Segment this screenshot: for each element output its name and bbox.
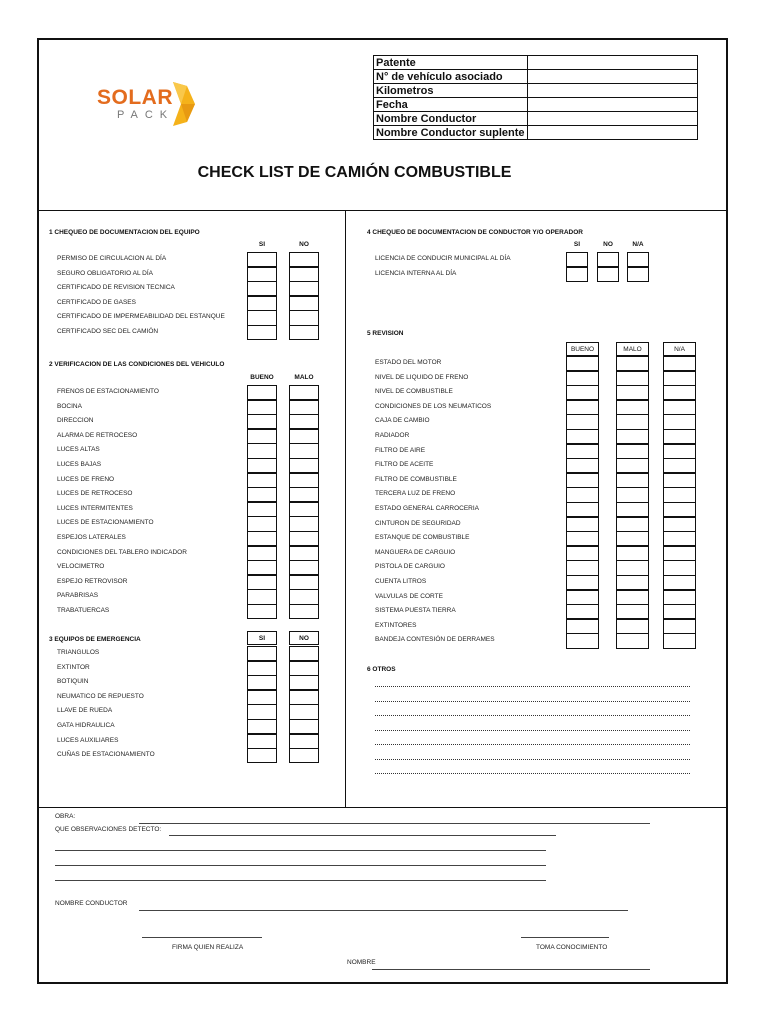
checkbox[interactable]	[289, 575, 319, 590]
checkbox[interactable]	[247, 400, 277, 415]
checkbox[interactable]	[566, 444, 599, 459]
checklist-item: ESTANQUE DE COMBUSTIBLE	[375, 534, 470, 542]
checkbox[interactable]	[616, 604, 649, 619]
checklist-item: CUÑAS DE ESTACIONAMIENTO	[57, 751, 155, 759]
checklist-item: EXTINTOR	[57, 663, 90, 671]
checklist-item: RADIADOR	[375, 432, 410, 439]
checklist-item: CERTIFICADO SEC DEL CAMIÓN	[57, 328, 159, 335]
checkbox[interactable]	[247, 443, 277, 458]
checklist-item: LUCES DE ESTACIONAMIENTO	[57, 519, 154, 527]
checkbox[interactable]	[247, 531, 277, 546]
checkbox[interactable]	[289, 429, 319, 444]
checklist-item: CONDICIONES DEL TABLERO INDICADOR	[57, 548, 187, 556]
column-header: BUENO	[250, 374, 274, 381]
checkbox[interactable]	[616, 473, 649, 488]
other-notes-line[interactable]	[375, 715, 690, 716]
checkbox[interactable]	[627, 252, 649, 267]
checklist-item: CERTIFICADO DE REVISION TECNICA	[57, 284, 175, 292]
checklist-item: CERTIFICADO DE GASES	[57, 298, 136, 306]
checkbox[interactable]	[566, 619, 599, 634]
checkbox[interactable]	[566, 590, 599, 605]
other-notes-line[interactable]	[375, 686, 690, 687]
checkbox[interactable]	[663, 385, 696, 400]
checkbox[interactable]	[616, 590, 649, 605]
checkbox[interactable]	[289, 546, 319, 561]
checkbox[interactable]	[289, 661, 319, 676]
checkbox[interactable]	[289, 400, 319, 415]
checkbox[interactable]	[289, 296, 319, 311]
checkbox[interactable]	[289, 414, 319, 429]
checkbox[interactable]	[566, 267, 588, 282]
page-title: CHECK LIST DE CAMIÓN COMBUSTIBLE	[197, 164, 512, 181]
checkbox[interactable]	[566, 502, 599, 517]
observations-line[interactable]	[55, 865, 546, 866]
checkbox[interactable]	[616, 400, 649, 415]
checkbox[interactable]	[566, 633, 599, 648]
section-title: 4 CHEQUEO DE DOCUMENTACION DE CONDUCTOR Y/O OPERADOR	[367, 229, 583, 236]
signature-line[interactable]	[142, 937, 262, 938]
checkbox[interactable]	[247, 604, 277, 619]
checklist-item: FILTRO DE ACEITE	[375, 461, 434, 469]
checkbox[interactable]	[663, 444, 696, 459]
checkbox[interactable]	[616, 414, 649, 429]
observations-field[interactable]	[169, 835, 556, 836]
column-divider	[345, 210, 346, 807]
info-label: Nombre Conductor	[374, 112, 528, 126]
checkbox[interactable]	[616, 371, 649, 386]
checklist-item: CAJA DE CAMBIO	[375, 417, 430, 425]
acknowledge-line[interactable]	[521, 937, 609, 938]
checkbox[interactable]	[663, 400, 696, 415]
checkbox[interactable]	[566, 429, 599, 444]
checkbox[interactable]	[247, 675, 277, 690]
info-label: Kilometros	[374, 84, 528, 98]
checkbox[interactable]	[566, 371, 599, 386]
checkbox[interactable]	[616, 356, 649, 371]
vehicle-info-table	[373, 55, 698, 140]
checkbox[interactable]	[289, 458, 319, 473]
checklist-item: LUCES AUXILIARES	[57, 736, 119, 744]
checkbox[interactable]	[663, 458, 696, 473]
checklist-item: CINTURON DE SEGURIDAD	[375, 519, 461, 527]
checkbox[interactable]	[663, 560, 696, 575]
checklist-item: LUCES DE RETROCESO	[57, 490, 133, 498]
checkbox[interactable]	[616, 517, 649, 532]
checklist-item: ESPEJO RETROVISOR	[57, 577, 128, 585]
checkbox[interactable]	[663, 517, 696, 532]
driver-name-label: NOMBRE CONDUCTOR	[55, 900, 128, 907]
section-title: 5 REVISION	[367, 330, 404, 337]
observations-label: QUE OBSERVACIONES DETECTO:	[55, 826, 162, 833]
checkbox[interactable]	[247, 385, 277, 400]
checkbox[interactable]	[663, 604, 696, 619]
checkbox[interactable]	[289, 310, 319, 325]
checkbox[interactable]	[247, 589, 277, 604]
checkbox[interactable]	[247, 310, 277, 325]
checkbox[interactable]	[247, 458, 277, 473]
checkbox[interactable]	[289, 589, 319, 604]
observations-line[interactable]	[55, 880, 546, 881]
checklist-item: PISTOLA DE CARGUIO	[375, 563, 445, 571]
header-divider	[39, 210, 726, 211]
column-header-box: NO	[289, 631, 319, 645]
checklist-item: CERTIFICADO DE IMPERMEABILIDAD DEL ESTANQUE	[57, 313, 225, 321]
info-value-field[interactable]	[527, 112, 697, 126]
checkbox[interactable]	[616, 546, 649, 561]
checkbox[interactable]	[616, 531, 649, 546]
checkbox[interactable]	[616, 487, 649, 502]
checklist-item: ESTADO DEL MOTOR	[375, 359, 442, 366]
info-row	[374, 98, 698, 112]
info-value-field[interactable]	[527, 126, 697, 140]
obra-label: OBRA:	[55, 813, 76, 820]
checklist-item: MANGUERA DE CARGUIO	[375, 548, 456, 556]
checkbox[interactable]	[616, 619, 649, 634]
checkbox[interactable]	[663, 473, 696, 488]
checkbox[interactable]	[289, 252, 319, 267]
checklist-sheet	[37, 38, 728, 984]
checkbox[interactable]	[597, 252, 619, 267]
column-header: NO	[299, 241, 309, 248]
column-header-box: BUENO	[566, 342, 599, 356]
checkbox[interactable]	[663, 633, 696, 648]
checkbox[interactable]	[289, 502, 319, 517]
checklist-item: VALVULAS DE CORTE	[375, 592, 443, 600]
checkbox[interactable]	[566, 531, 599, 546]
checklist-item: BOTIQUIN	[57, 678, 89, 686]
checkbox[interactable]	[616, 458, 649, 473]
obra-field[interactable]	[139, 823, 650, 824]
column-header-box: N/A	[663, 342, 696, 356]
checkbox[interactable]	[289, 473, 319, 488]
sun-icon	[169, 76, 203, 134]
logo-name: SOLAR	[97, 86, 173, 109]
footer-divider	[39, 807, 726, 808]
checkbox[interactable]	[247, 719, 277, 734]
name-label: NOMBRE	[347, 959, 376, 966]
checkbox[interactable]	[289, 267, 319, 282]
checkbox[interactable]	[247, 429, 277, 444]
logo-sub: PACK	[117, 109, 175, 121]
checkbox[interactable]	[663, 502, 696, 517]
checkbox[interactable]	[566, 414, 599, 429]
column-header: NO	[603, 241, 613, 248]
checklist-item: BOCINA	[57, 402, 82, 410]
checkbox[interactable]	[566, 473, 599, 488]
checkbox[interactable]	[566, 487, 599, 502]
checkbox[interactable]	[247, 473, 277, 488]
checkbox[interactable]	[289, 734, 319, 749]
checkbox[interactable]	[663, 356, 696, 371]
checklist-item: LUCES ALTAS	[57, 446, 100, 454]
checklist-item: LLAVE DE RUEDA	[57, 707, 113, 715]
checklist-item: SEGURO OBLIGATORIO AL DÍA	[57, 269, 153, 277]
checkbox[interactable]	[289, 604, 319, 619]
checkbox[interactable]	[616, 560, 649, 575]
checkbox[interactable]	[663, 590, 696, 605]
column-header: SI	[258, 241, 266, 248]
checkbox[interactable]	[247, 661, 277, 676]
checkbox[interactable]	[289, 646, 319, 661]
checklist-item: NEUMATICO DE REPUESTO	[57, 692, 144, 700]
section-title: 1 CHEQUEO DE DOCUMENTACION DEL EQUIPO	[49, 229, 200, 236]
name-field[interactable]	[372, 969, 650, 970]
driver-name-field[interactable]	[139, 910, 628, 911]
checkbox[interactable]	[566, 517, 599, 532]
info-value-field[interactable]	[527, 70, 697, 84]
checkbox[interactable]	[616, 385, 649, 400]
checklist-item: PARABRISAS	[57, 592, 99, 600]
info-label: Nombre Conductor suplente	[374, 126, 528, 140]
checkbox[interactable]	[616, 444, 649, 459]
checkbox[interactable]	[566, 458, 599, 473]
checkbox[interactable]	[289, 675, 319, 690]
checklist-item: NIVEL DE COMBUSTIBLE	[375, 388, 453, 396]
acknowledge-label: TOMA CONOCIMIENTO	[536, 944, 608, 951]
checkbox[interactable]	[616, 502, 649, 517]
checklist-item: PERMISO DE CIRCULACION AL DÍA	[57, 255, 167, 262]
other-notes-line[interactable]	[375, 730, 690, 731]
checkbox[interactable]	[566, 604, 599, 619]
checkbox[interactable]	[247, 502, 277, 517]
checklist-item: LICENCIA INTERNA AL DÍA	[375, 269, 457, 277]
other-notes-line[interactable]	[375, 701, 690, 702]
checkbox[interactable]	[247, 281, 277, 296]
checkbox[interactable]	[289, 516, 319, 531]
other-notes-line[interactable]	[375, 773, 690, 774]
other-notes-line[interactable]	[375, 744, 690, 745]
checkbox[interactable]	[289, 719, 319, 734]
checkbox[interactable]	[663, 546, 696, 561]
checklist-item: TRABATUERCAS	[57, 607, 110, 614]
checkbox[interactable]	[289, 748, 319, 763]
checkbox[interactable]	[566, 546, 599, 561]
checkbox[interactable]	[289, 690, 319, 705]
checkbox[interactable]	[247, 704, 277, 719]
checklist-item: FRENOS DE ESTACIONAMIENTO	[57, 388, 159, 395]
section-title: 2 VERIFICACION DE LAS CONDICIONES DEL VEHICULO	[49, 361, 225, 368]
checkbox[interactable]	[247, 646, 277, 661]
checkbox[interactable]	[616, 633, 649, 648]
checklist-item: TRIANGULOS	[57, 649, 100, 656]
checklist-item: EXTINTORES	[375, 621, 417, 629]
info-row	[374, 126, 698, 140]
checkbox[interactable]	[663, 619, 696, 634]
checklist-item: LUCES INTERMITENTES	[57, 504, 133, 512]
checkbox[interactable]	[663, 487, 696, 502]
checkbox[interactable]	[566, 575, 599, 590]
signature-label: FIRMA QUIEN REALIZA	[172, 944, 244, 951]
checkbox[interactable]	[247, 296, 277, 311]
info-value-field[interactable]	[527, 56, 697, 70]
checkbox[interactable]	[566, 356, 599, 371]
column-header-box: MALO	[616, 342, 649, 356]
checklist-item: GATA HIDRAULICA	[57, 722, 115, 729]
info-value-field[interactable]	[527, 84, 697, 98]
info-row	[374, 70, 698, 84]
info-label: N° de vehículo asociado	[374, 70, 528, 84]
checkbox[interactable]	[289, 531, 319, 546]
checklist-item: TERCERA LUZ DE FRENO	[375, 490, 456, 498]
info-row	[374, 112, 698, 126]
column-header-box: SI	[247, 631, 277, 645]
checkbox[interactable]	[663, 429, 696, 444]
checkbox[interactable]	[289, 704, 319, 719]
info-row	[374, 84, 698, 98]
section-title: 6 OTROS	[367, 666, 396, 673]
checklist-item: SISTEMA PUESTA TIERRA	[375, 607, 456, 615]
checklist-item: VELOCIMETRO	[57, 563, 105, 571]
checkbox[interactable]	[289, 325, 319, 340]
checklist-item: CONDICIONES DE LOS NEUMATICOS	[375, 402, 492, 410]
checklist-item: LUCES DE FRENO	[57, 475, 115, 483]
checkbox[interactable]	[597, 267, 619, 282]
checkbox[interactable]	[247, 734, 277, 749]
checklist-item: LUCES BAJAS	[57, 461, 102, 468]
checkbox[interactable]	[616, 575, 649, 590]
column-header: SI	[573, 241, 581, 248]
checkbox[interactable]	[247, 575, 277, 590]
column-header: MALO	[294, 374, 314, 381]
observations-line[interactable]	[55, 850, 546, 851]
checkbox[interactable]	[663, 531, 696, 546]
checkbox[interactable]	[247, 252, 277, 267]
checkbox[interactable]	[289, 487, 319, 502]
checklist-item: ALARMA DE RETROCESO	[57, 431, 138, 439]
checklist-item: LICENCIA DE CONDUCIR MUNICIPAL AL DÍA	[375, 255, 511, 262]
info-row	[374, 56, 698, 70]
checklist-item: NIVEL DE LIQUIDO DE FRENO	[375, 373, 469, 381]
checkbox[interactable]	[289, 281, 319, 296]
checkbox[interactable]	[247, 560, 277, 575]
checkbox[interactable]	[663, 371, 696, 386]
checkbox[interactable]	[566, 400, 599, 415]
info-label: Patente	[374, 56, 528, 70]
checkbox[interactable]	[616, 429, 649, 444]
checkbox[interactable]	[663, 414, 696, 429]
checklist-item: DIRECCION	[57, 417, 94, 425]
column-header: N/A	[632, 241, 644, 248]
checkbox[interactable]	[627, 267, 649, 282]
checkbox[interactable]	[566, 252, 588, 267]
checklist-item: ESPEJOS LATERALES	[57, 534, 126, 541]
checklist-item: ESTADO GENERAL CARROCERIA	[375, 505, 480, 512]
checkbox[interactable]	[247, 516, 277, 531]
checkbox[interactable]	[566, 385, 599, 400]
checkbox[interactable]	[247, 414, 277, 429]
checkbox[interactable]	[247, 487, 277, 502]
checkbox[interactable]	[663, 575, 696, 590]
checkbox[interactable]	[247, 690, 277, 705]
checkbox[interactable]	[566, 560, 599, 575]
checkbox[interactable]	[247, 546, 277, 561]
checklist-item: CUENTA LITROS	[375, 578, 427, 585]
info-label: Fecha	[374, 98, 528, 112]
checkbox[interactable]	[247, 325, 277, 340]
other-notes-line[interactable]	[375, 759, 690, 760]
checklist-item: FILTRO DE AIRE	[375, 446, 426, 454]
checklist-item: BANDEJA CONTESIÓN DE DERRAMES	[375, 636, 495, 644]
company-logo	[97, 76, 217, 136]
checklist-item: FILTRO DE COMBUSTIBLE	[375, 475, 457, 483]
checkbox[interactable]	[247, 748, 277, 763]
section-title: 3 EQUIPOS DE EMERGENCIA	[49, 636, 141, 643]
checkbox[interactable]	[289, 443, 319, 458]
checkbox[interactable]	[247, 267, 277, 282]
checkbox[interactable]	[289, 385, 319, 400]
checkbox[interactable]	[289, 560, 319, 575]
info-value-field[interactable]	[527, 98, 697, 112]
